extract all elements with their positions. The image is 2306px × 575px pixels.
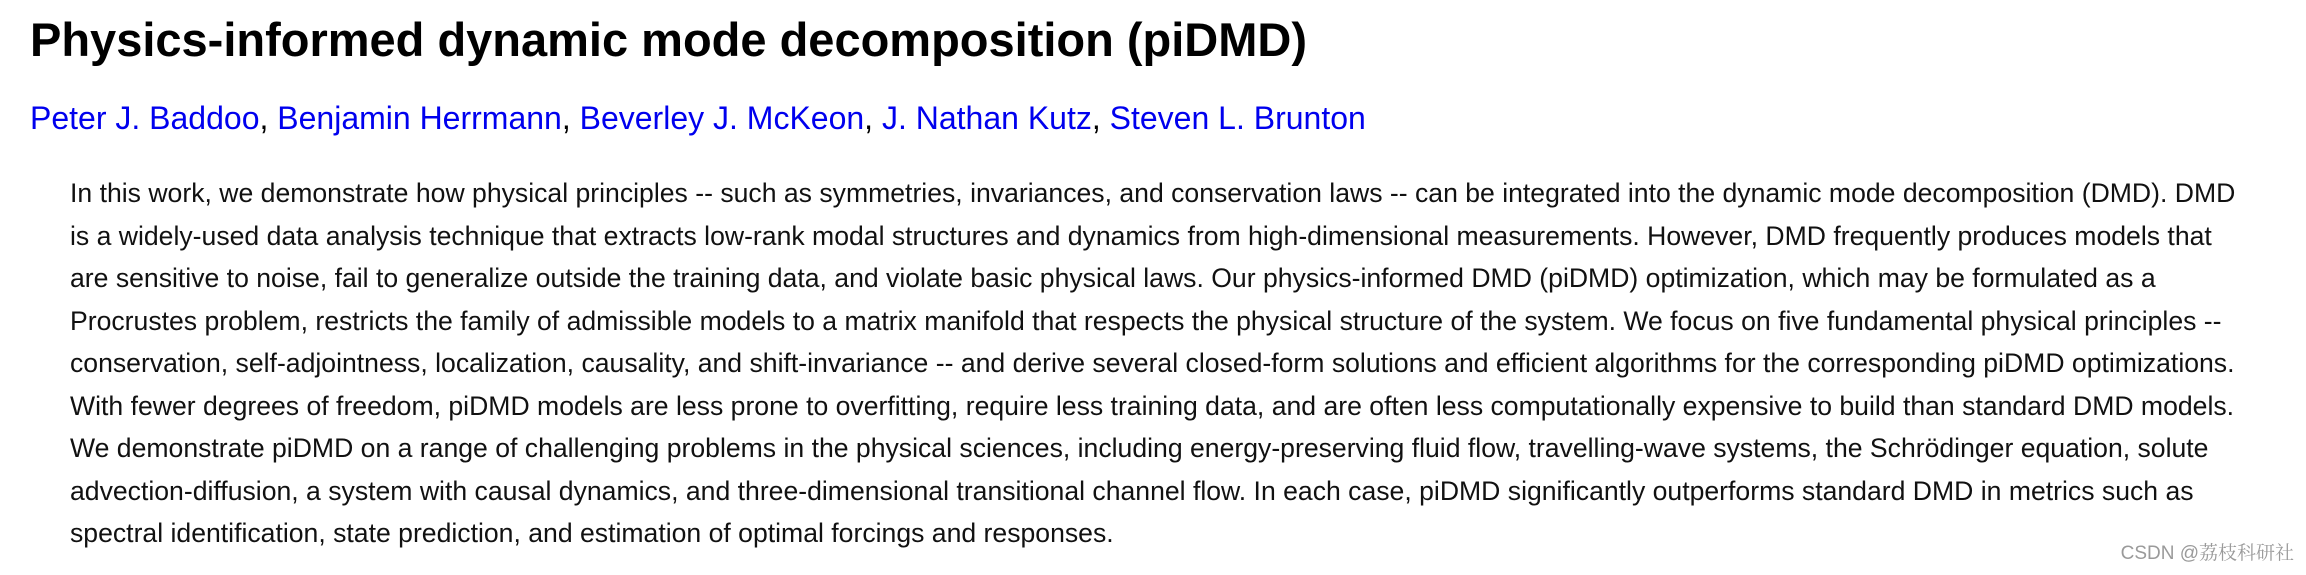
abstract-line: spectral identification, state prediction, and estimation of optimal forcings and responses. bbox=[70, 518, 1114, 548]
author-separator: , bbox=[1091, 100, 1110, 136]
author-link[interactable]: J. Nathan Kutz bbox=[881, 100, 1092, 136]
abstract-line: With fewer degrees of freedom, piDMD models are less prone to overfitting, require less training data, and are often less computationally expensive to build than standard DMD models. bbox=[70, 390, 2235, 421]
abstract-line: advection-diffusion, a system with causal dynamics, and three-dimensional transitional channel flow. In each case, piDMD significantly outperforms standard DMD in metrics such as bbox=[70, 475, 2194, 506]
abstract-line: In this work, we demonstrate how physical principles -- such as symmetries, invariances, and conservation laws -- can be integrated into the dynamic mode decomposition (DMD). DMD bbox=[70, 178, 2236, 208]
author-list bbox=[30, 96, 1366, 140]
abstract-line: is a widely-used data analysis technique that extracts low-rank modal structures and dynamics from high-dimensional measurements. However, DMD frequently produces models that bbox=[70, 220, 2212, 251]
abstract-line: We demonstrate piDMD on a range of challenging problems in the physical sciences, including energy-preserving fluid flow, travelling-wave systems, the Schrödinger equation, solute bbox=[70, 433, 2209, 463]
author-separator: , bbox=[561, 100, 580, 136]
author-link[interactable]: Benjamin Herrmann bbox=[277, 100, 562, 136]
abstract bbox=[70, 172, 2306, 555]
author-separator: , bbox=[259, 100, 278, 136]
author-link[interactable]: Steven L. Brunton bbox=[1109, 100, 1366, 136]
paper-title: Physics-informed dynamic mode decomposition (piDMD) bbox=[30, 13, 1307, 66]
abstract-line: are sensitive to noise, fail to generalize outside the training data, and violate basic physical laws. Our physics-informed DMD (piDMD) optimization, which may be formulated as a bbox=[70, 263, 2156, 293]
author-link[interactable]: Peter J. Baddoo bbox=[30, 100, 260, 136]
abstract-line: Procrustes problem, restricts the family of admissible models to a matrix manifold that respects the physical structure of the system. We focus on five fundamental physical principles -- bbox=[70, 305, 2222, 336]
author-separator: , bbox=[864, 100, 882, 136]
watermark: CSDN @荔枝科研社 bbox=[2120, 543, 2294, 564]
author-link[interactable]: Beverley J. McKeon bbox=[579, 100, 865, 136]
abstract-line: conservation, self-adjointness, localization, causality, and shift-invariance -- and derive several closed-form solutions and efficient algorithms for the corresponding piDMD optimizations. bbox=[70, 348, 2235, 378]
